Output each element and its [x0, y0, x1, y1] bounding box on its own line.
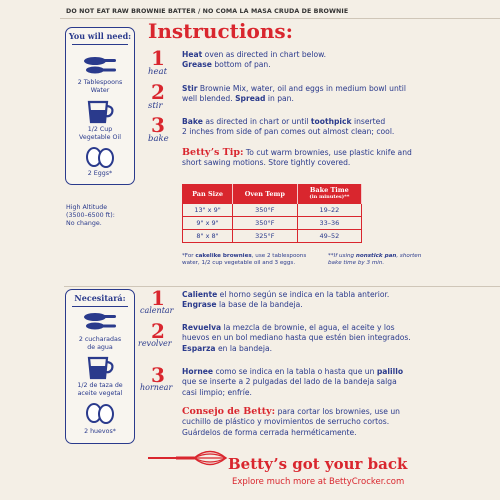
step-keyword: Spread	[235, 94, 266, 104]
step-keyword: Caliente	[182, 290, 218, 299]
step-text: well blended.	[182, 94, 236, 104]
step-line	[182, 117, 444, 127]
step-1-verb: heat	[148, 67, 167, 77]
step-text: huevos en un bol mediano hasta que estén bien integrados.	[182, 333, 411, 343]
tip-line	[182, 148, 444, 158]
step-text: casi limpio; enfríe.	[182, 387, 252, 397]
footnote-text: , use 2 tablespoons	[251, 253, 307, 259]
table-cell: 19–22	[297, 204, 361, 217]
tip-text: cuchillo de plástico y movimientos de serrucho cortos.	[182, 417, 390, 427]
step-text: 2 inches from side of pan comes out almost clean; cool.	[182, 127, 395, 137]
ingredient-water-label	[66, 79, 134, 95]
step-text: as directed in chart or until	[202, 117, 311, 126]
step-text: oven as directed in chart below.	[202, 50, 327, 59]
step-text: bottom of pan.	[211, 60, 271, 70]
footnote-text: *For	[182, 253, 196, 259]
paso-2-text	[182, 323, 444, 354]
paso-3-text	[182, 367, 444, 398]
tip-text: para cortar los brownies, use un	[275, 407, 400, 416]
step-text: que se inserte a 2 pulgadas del lado de la bandeja salga	[182, 377, 397, 387]
step-line	[182, 60, 444, 70]
ingredient-line: Vegetable Oil	[79, 134, 121, 141]
ingredient-line: aceite vegetal	[77, 390, 123, 397]
bettys-got-your-back: Betty’s got your back	[228, 455, 408, 473]
table-cell: 350°F	[233, 204, 298, 217]
step-keyword: Esparza	[182, 343, 216, 353]
table-cell: 8" x 8"	[183, 230, 233, 243]
tip-text: To cut warm brownies, use plastic knife and	[243, 148, 412, 157]
footnote-line	[328, 253, 448, 260]
step-line	[182, 300, 444, 310]
ingredient-line: 1/2 de taza de	[77, 382, 123, 389]
tip-text: Guárdelos de forma cerrada herméticamente.	[182, 427, 357, 437]
table-cell: 49–52	[297, 230, 361, 243]
step-line	[182, 344, 444, 354]
measuring-cup-icon	[85, 100, 115, 124]
step-1-number: 1	[151, 46, 165, 70]
footnote-nonstick	[328, 253, 448, 267]
card-divider	[72, 306, 128, 307]
ingredient-oil-label	[66, 126, 134, 142]
measuring-spoons-icon	[83, 56, 117, 76]
card-divider	[72, 44, 128, 45]
step-keyword: Heat	[182, 50, 203, 59]
step-3-verb: bake	[148, 134, 169, 144]
high-altitude-title: High Altitude	[66, 204, 108, 211]
ingredient-line: 1/2 Cup	[87, 126, 113, 133]
table-row	[183, 230, 362, 243]
footnote-line	[182, 253, 332, 260]
paso-1-text	[182, 290, 444, 311]
high-altitude-change: No change.	[66, 220, 102, 227]
ingredient-huevos-label: 2 huevos*	[84, 428, 116, 435]
table-cell: 350°F	[233, 217, 298, 230]
high-altitude-note	[66, 204, 146, 228]
bake-time-header	[297, 185, 361, 204]
step-keyword: Engrase	[182, 300, 217, 310]
table-row	[183, 217, 362, 230]
step-line	[182, 290, 444, 300]
paso-1-number: 1	[151, 286, 165, 310]
language-divider	[64, 286, 500, 287]
paso-3-number: 3	[151, 363, 165, 387]
step-keyword: Revuelva	[182, 323, 222, 332]
step-text: Brownie Mix, water, oil and eggs in medium bowl until	[197, 84, 406, 93]
step-line	[182, 94, 444, 104]
footnote-keyword: cakelike brownies	[195, 253, 252, 259]
paso-2-verb: revolver	[138, 339, 172, 348]
ingredient-aceite-label	[66, 382, 134, 398]
ingredient-eggs-label: 2 Eggs*	[87, 170, 113, 177]
footnote-keyword: nonstick pan	[355, 253, 397, 259]
ingredient-agua-label	[66, 336, 134, 352]
you-will-need-title: You will need:	[68, 31, 132, 41]
step-3-text	[182, 117, 444, 138]
table-row	[183, 204, 362, 217]
step-line	[182, 84, 444, 94]
step-text: en la bandeja.	[215, 343, 273, 353]
step-line	[182, 127, 444, 137]
paso-3-verb: hornear	[140, 383, 173, 392]
measuring-spoons-icon	[83, 312, 117, 332]
step-keyword: Grease	[182, 60, 212, 70]
bettys-tip	[182, 148, 444, 169]
banner-stripe	[148, 457, 178, 459]
pan-size-header: Pan Size	[183, 185, 233, 204]
step-text: inserted	[351, 117, 386, 126]
eggs-icon	[85, 402, 115, 424]
footnote-text: , shorten	[396, 253, 422, 259]
step-text: como se indica en la tabla o hasta que un	[213, 367, 377, 376]
ingredient-line: 2 cucharadas	[78, 336, 122, 343]
consejo-de-betty	[182, 407, 444, 438]
step-line	[182, 367, 444, 377]
you-will-need-card	[65, 27, 135, 185]
raw-batter-warning: DO NOT EAT RAW BROWNIE BATTER / NO COMA LA MASA CRUDA DE BROWNIE	[66, 8, 349, 15]
footnote-cakelike	[182, 253, 332, 267]
step-2-number: 2	[151, 80, 165, 104]
measuring-cup-icon	[85, 356, 115, 380]
oven-temp-header: Oven Temp	[233, 185, 298, 204]
bake-time-table	[182, 184, 362, 243]
step-keyword: palillo	[376, 367, 404, 376]
step-text: la mezcla de brownie, el agua, el aceite y los	[221, 323, 395, 332]
ingredient-line: 2 Tablespoons	[77, 79, 123, 86]
step-line	[182, 323, 444, 333]
paso-1-verb: calentar	[140, 306, 174, 315]
step-keyword: Hornee	[182, 367, 214, 376]
footnote-text: water, 1/2 cup vegetable oil and 3 eggs.	[182, 260, 296, 266]
step-1-text	[182, 50, 444, 71]
step-keyword: Bake	[182, 117, 203, 126]
table-cell: 33–36	[297, 217, 361, 230]
high-altitude-range: (3500–6500 ft):	[66, 212, 115, 219]
ingredient-line: de agua	[87, 344, 113, 351]
footnote-text: **If using	[328, 253, 356, 259]
instructions-title: Instructions:	[148, 19, 294, 43]
bake-time-header-label: Bake Time	[309, 186, 349, 194]
step-text: la base de la bandeja.	[216, 300, 303, 310]
footnote-text: bake time by 3 min.	[328, 260, 385, 266]
table-cell: 325°F	[233, 230, 298, 243]
necesitara-title: Necesitará:	[74, 293, 126, 303]
tip-line	[182, 407, 444, 417]
table-header-row	[183, 185, 362, 204]
step-text: el horno según se indica en la tabla anterior.	[217, 290, 390, 299]
eggs-icon	[85, 146, 115, 168]
step-keyword: toothpick	[310, 117, 352, 126]
tip-title: Consejo de Betty:	[182, 406, 276, 417]
tip-text: short sawing motions. Store tightly covered.	[182, 158, 351, 168]
ingredient-line: Water	[90, 87, 110, 94]
paso-2-number: 2	[151, 319, 165, 343]
table-cell: 9" x 9"	[183, 217, 233, 230]
whisk-icon	[176, 447, 228, 469]
step-2-text	[182, 84, 444, 105]
step-2-verb: stir	[148, 101, 163, 111]
necesitara-card	[65, 289, 135, 444]
explore-link[interactable]: Explore much more at BettyCrocker.com	[232, 477, 405, 487]
bake-time-header-unit: (in minutes)**	[309, 194, 350, 200]
tip-title: Betty’s Tip:	[182, 147, 244, 158]
table-cell: 13" x 9"	[183, 204, 233, 217]
step-text: in pan.	[265, 94, 294, 104]
step-line	[182, 50, 444, 60]
step-3-number: 3	[151, 113, 165, 137]
step-keyword: Stir	[182, 84, 198, 93]
